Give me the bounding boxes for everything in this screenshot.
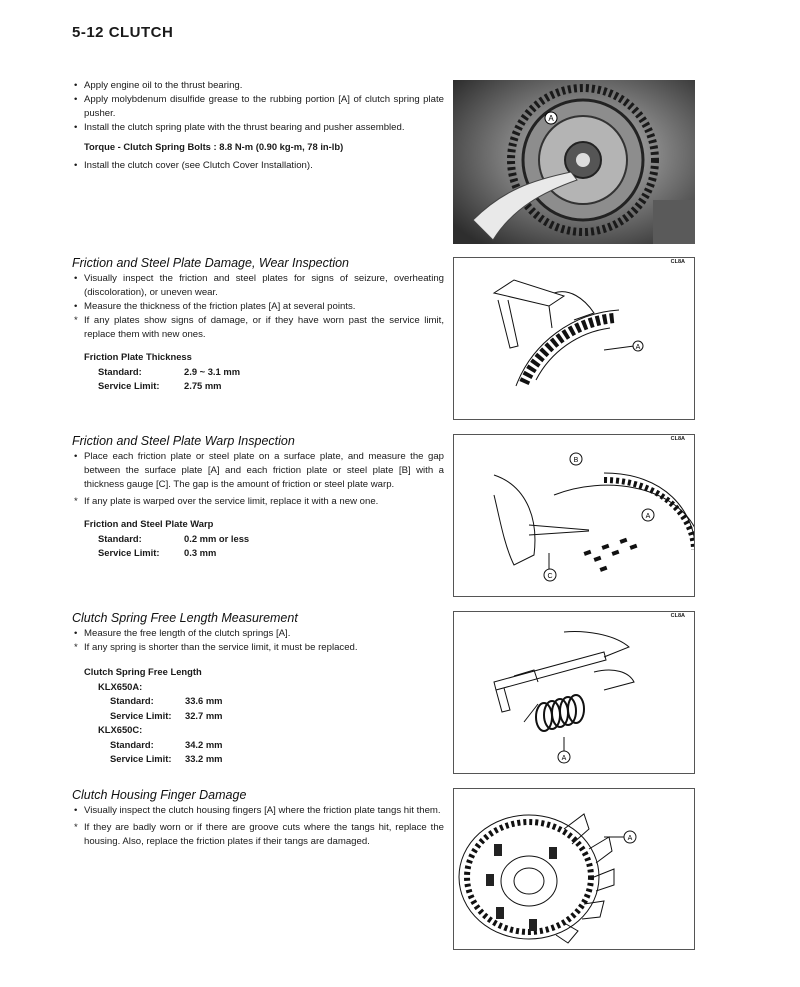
callout-label-b: B	[573, 457, 579, 464]
callout-label-a: A	[635, 344, 641, 351]
figure-code: CL8A	[670, 436, 685, 442]
section-heading: Clutch Housing Finger Damage	[72, 788, 247, 802]
callout-label-a: A	[561, 755, 567, 762]
section-spring-length	[72, 610, 444, 767]
spec-label: Standard:	[110, 695, 154, 706]
bullet-item: • Install the clutch spring plate with the thrust bearing and pusher assembled.	[74, 122, 405, 133]
spec-value: 2.75 mm	[184, 380, 222, 391]
spec-title: Friction Plate Thickness	[84, 351, 192, 362]
section-plate-warp	[72, 433, 444, 561]
model-label: KLX650C:	[98, 724, 143, 735]
section-heading: Clutch Spring Free Length Measurement	[72, 611, 298, 625]
bullet-item: • Measure the free length of the clutch springs [A].	[74, 628, 291, 639]
clutch-assembly-photo	[453, 80, 695, 244]
spec-label: Standard:	[98, 532, 142, 544]
spec-value: 33.6 mm	[185, 695, 223, 706]
spec-title: Clutch Spring Free Length	[84, 666, 202, 677]
bullet-item: • Measure the thickness of the friction plates [A] at several points.	[74, 301, 356, 312]
bullet-item: • Place each friction plate or steel plate on a surface plate, and measure the gap between the surface plate [A] and each friction plate or steel plate [B] with a thickness gauge [C]. The gap is the amount of friction or steel plate warp.	[74, 451, 444, 490]
bullet-item: * If any spring is shorter than the service limit, it must be replaced.	[74, 642, 358, 653]
spec-label: Standard:	[110, 738, 154, 750]
spec-table	[84, 350, 444, 394]
bullet-item: • Install the clutch cover (see Clutch Cover Installation).	[74, 160, 313, 171]
spec-value: 32.7 mm	[185, 709, 223, 721]
bullet-item: * If any plate is warped over the service limit, replace it with a new one.	[74, 496, 379, 507]
figure-code: CL8A	[670, 259, 685, 265]
bullet-item: • Visually inspect the clutch housing fingers [A] where the friction plate tangs hit them.	[74, 805, 441, 816]
spec-table	[84, 517, 444, 561]
spec-label: Service Limit:	[98, 380, 160, 391]
section-heading: Friction and Steel Plate Warp Inspection	[72, 434, 295, 448]
torque-spec: Torque - Clutch Spring Bolts : 8.8 N-m (0.90 kg-m, 78 in-lb)	[84, 141, 344, 152]
plate-warp-figure	[453, 434, 695, 597]
spec-value: 2.9 ~ 3.1 mm	[184, 365, 241, 377]
section-housing-finger	[72, 787, 444, 849]
page-title: 5-12 CLUTCH	[72, 24, 174, 41]
section-heading: Friction and Steel Plate Damage, Wear Inspection	[72, 256, 349, 270]
bullet-item: • Visually inspect the friction and steel plates for signs of seizure, overheating (discoloration), or uneven wear.	[74, 273, 444, 298]
spec-table	[84, 665, 444, 767]
callout-label-a: A	[645, 513, 651, 520]
callout-label-a: A	[627, 835, 633, 842]
spec-label: Service Limit:	[110, 753, 172, 764]
spec-value: 33.2 mm	[185, 753, 223, 764]
spec-label: Standard:	[98, 365, 142, 377]
model-label: KLX650A:	[98, 680, 143, 692]
section-plate-damage	[72, 255, 444, 394]
callout-label-c: C	[547, 573, 553, 580]
bullet-item: * If they are badly worn or if there are groove cuts where the tangs hit, replace the housing. Also, replace the friction plates if their tangs are damaged.	[74, 822, 444, 847]
bullet-item: * If any plates show signs of damage, or if they have worn past the service limit, replace them with new ones.	[74, 315, 444, 340]
bullet-item: • Apply molybdenum disulfide grease to the rubbing portion [A] of clutch spring plate pusher.	[74, 94, 444, 119]
spec-title: Friction and Steel Plate Warp	[84, 518, 214, 529]
plate-thickness-figure	[453, 257, 695, 420]
spec-value: 0.2 mm or less	[184, 532, 250, 544]
callout-label-a: A	[548, 114, 554, 123]
figure-code: CL8A	[670, 613, 685, 619]
section-clutch-spring-install	[72, 79, 444, 173]
spec-value: 34.2 mm	[185, 738, 223, 750]
spring-length-figure	[453, 611, 695, 774]
spec-label: Service Limit:	[98, 547, 160, 558]
clutch-housing-figure	[453, 788, 695, 950]
spec-value: 0.3 mm	[184, 547, 217, 558]
bullet-item: • Apply engine oil to the thrust bearing.	[74, 80, 243, 91]
spec-label: Service Limit:	[110, 709, 172, 721]
